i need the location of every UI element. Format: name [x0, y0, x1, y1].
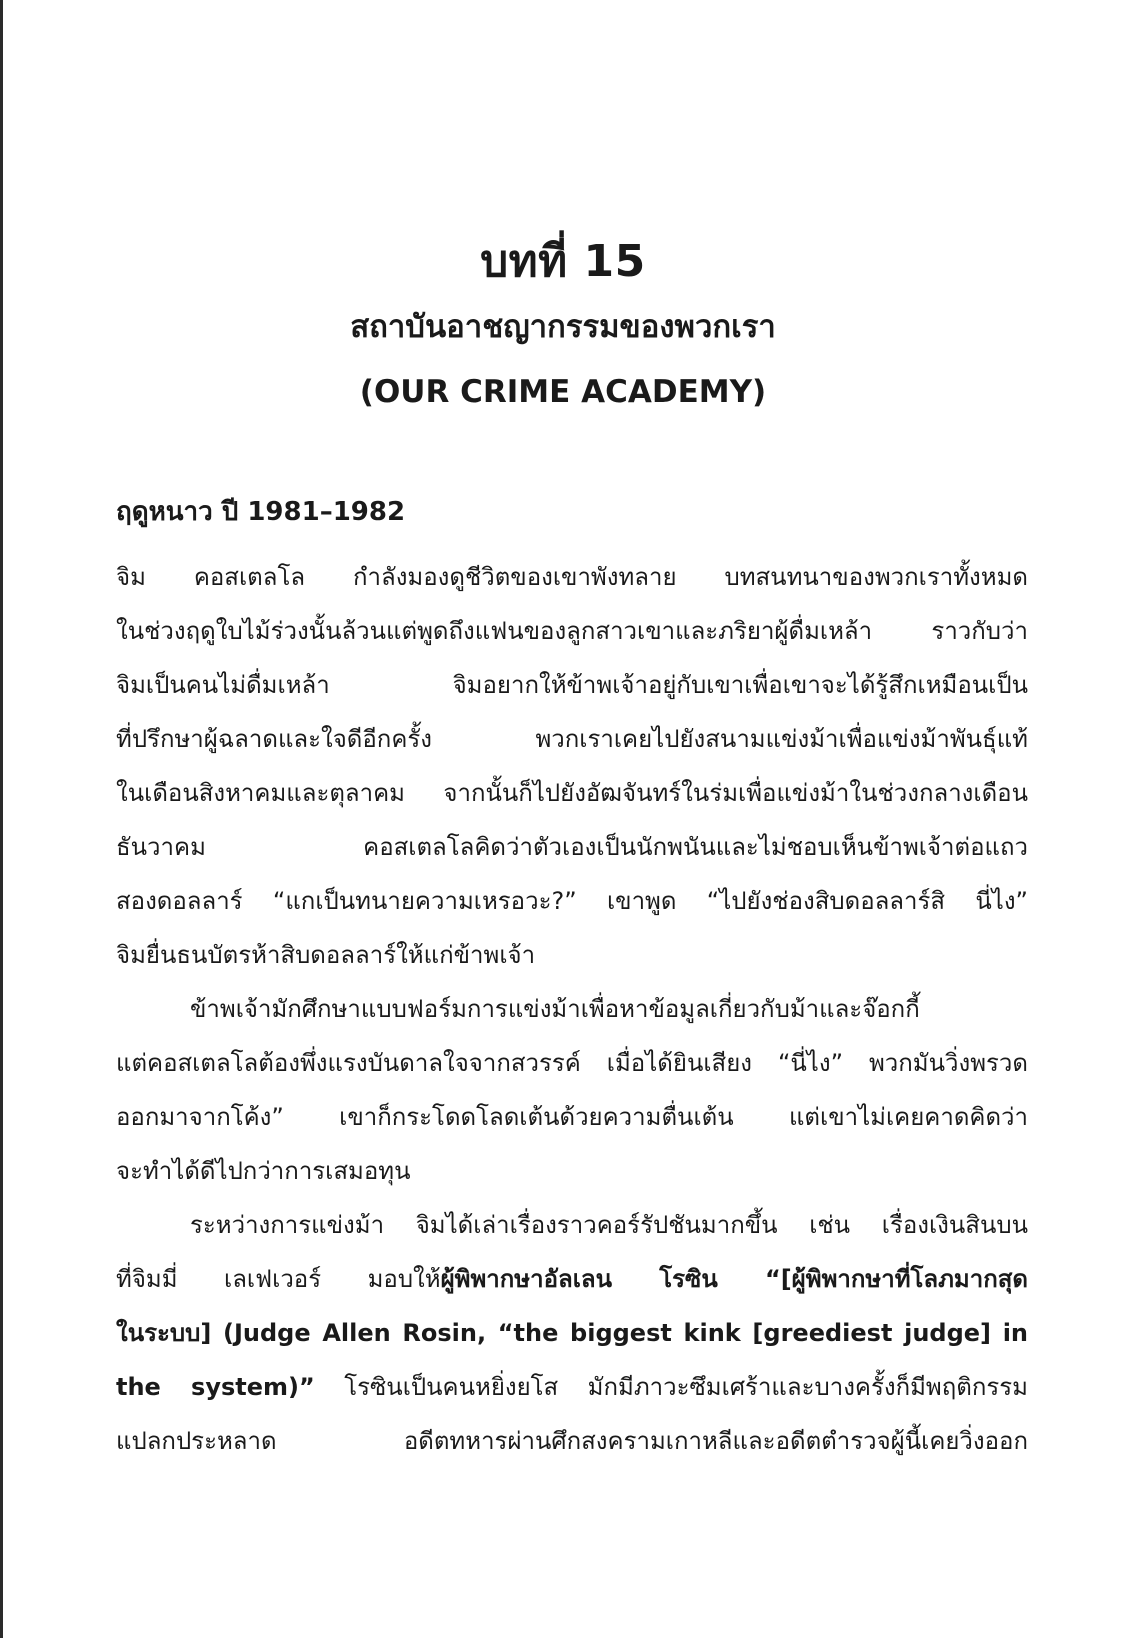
chapter-subtitle: (OUR CRIME ACADEMY)	[359, 374, 767, 410]
text-line: ข้าพเจ้ามักศึกษาแบบฟอร์มการแข่งม้าเพื่อหาข้อมูลเกี่ยวกับม้าและจ๊อกกี้	[190, 995, 920, 1023]
text-line: ระหว่างการแข่งม้า จิมได้เล่าเรื่องราวคอร์รัปชันมากขึ้น เช่น เรื่องเงินสินบน	[190, 1211, 1028, 1239]
text-line: แต่คอสเตลโลต้องพึ่งแรงบันดาลใจจากสวรรค์ เมื่อได้ยินเสียง “นี่ไง” พวกมันวิ่งพรวด	[116, 1049, 1028, 1077]
chapter-number: บทที่ 15	[480, 236, 646, 287]
text-line: จิมยื่นธนบัตรห้าสิบดอลลาร์ให้แก่ข้าพเจ้า	[116, 941, 536, 969]
text-line: จิมเป็นคนไม่ดื่มเหล้า จิมอยากให้ข้าพเจ้าอยู่กับเขาเพื่อเขาจะได้รู้สึกเหมือนเป็น	[116, 671, 1028, 699]
text-line: จะทำได้ดีไปกว่าการเสมอทุน	[116, 1157, 411, 1185]
text-run: โรซินเป็นคนหยิ่งยโส มักมีภาวะซึมเศร้าและบางครั้งก็มีพฤติกรรม	[314, 1373, 1028, 1401]
bold-text-run: ผู้พิพากษาอัลเลน โรซิน “[ผู้พิพากษาที่โลภมากสุด	[440, 1265, 1028, 1293]
text-run: ที่จิมมี่ เลเฟเวอร์ มอบให้	[116, 1265, 441, 1293]
bold-text-run: the system)”	[116, 1373, 315, 1401]
text-line: ออกมาจากโค้ง” เขาก็กระโดดโลดเต้นด้วยความตื่นเต้น แต่เขาไม่เคยคาดคิดว่า	[116, 1103, 1028, 1131]
chapter-title: สถาบันอาชญากรรมของพวกเรา	[350, 309, 776, 345]
text-line: จิม คอสเตลโล กำลังมองดูชีวิตของเขาพังทลาย บทสนทนาของพวกเราทั้งหมด	[116, 563, 1028, 591]
paragraph	[116, 982, 1028, 1198]
text-line: ในระบบ] (Judge Allen Rosin, “the biggest kink [greediest judge] in	[116, 1319, 1028, 1347]
text-line: สองดอลลาร์ “แกเป็นทนายความเหรอวะ?” เขาพูด “ไปยังช่องสิบดอลลาร์สิ นี่ไง”	[116, 887, 1028, 915]
text-line-mixed	[116, 1252, 1028, 1306]
text-line: ธันวาคม คอสเตลโลคิดว่าตัวเองเป็นนักพนันและไม่ชอบเห็นข้าพเจ้าต่อแถว	[116, 833, 1028, 861]
text-line: ในช่วงฤดูใบไม้ร่วงนั้นล้วนแต่พูดถึงแฟนของลูกสาวเขาและภริยาผู้ดื่มเหล้า ราวกับว่า	[116, 617, 1028, 645]
text-line: ที่ปรึกษาผู้ฉลาดและใจดีอีกครั้ง พวกเราเคยไปยังสนามแข่งม้าเพื่อแข่งม้าพันธุ์แท้	[116, 725, 1028, 753]
section-heading: ฤดูหนาว ปี 1981–1982	[116, 497, 406, 527]
body-text	[116, 550, 1028, 1468]
text-line-mixed	[116, 1360, 1028, 1414]
paragraph	[116, 550, 1028, 982]
text-line: แปลกประหลาด อดีตทหารผ่านศึกสงครามเกาหลีและอดีตตำรวจผู้นี้เคยวิ่งออก	[116, 1427, 1028, 1455]
text-line: ในเดือนสิงหาคมและตุลาคม จากนั้นก็ไปยังอัฒจันทร์ในร่มเพื่อแข่งม้าในช่วงกลางเดือน	[116, 779, 1028, 807]
paragraph	[116, 1198, 1028, 1468]
